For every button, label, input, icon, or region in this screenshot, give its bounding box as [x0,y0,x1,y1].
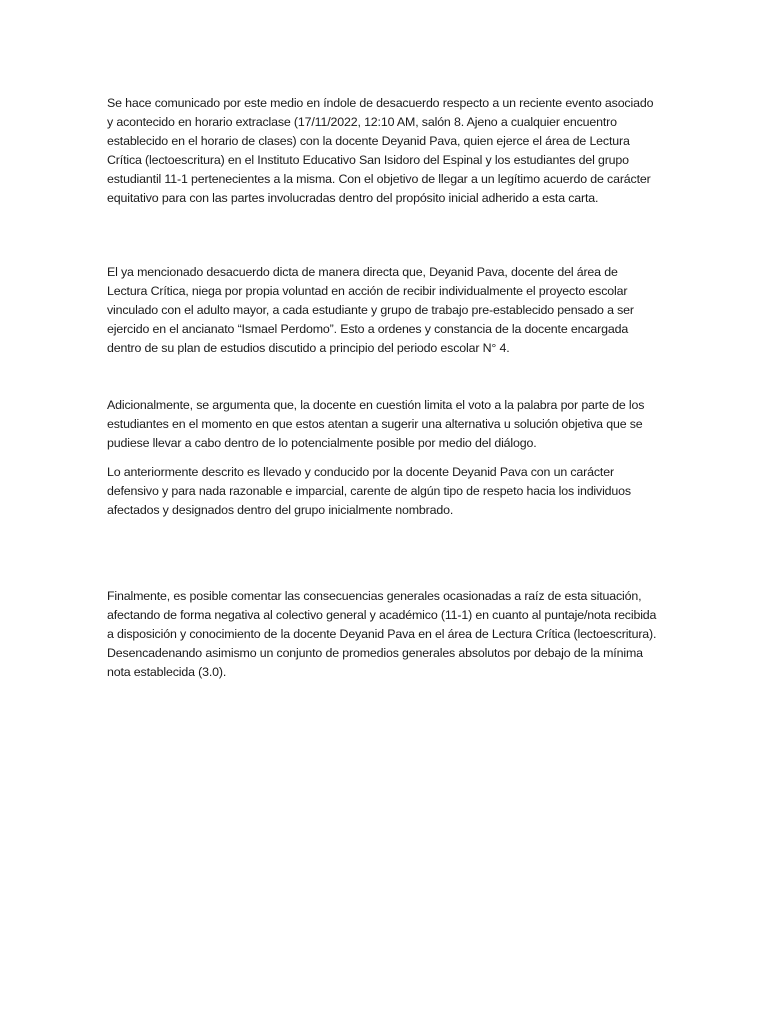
paragraph-disagreement: El ya mencionado desacuerdo dicta de manera directa que, Deyanid Pava, docente del área de Lectura Crítica, niega por propia voluntad en acción de recibir individualmente el proyecto escolar vinculado con el adulto mayor, a cada estudiante y grupo de trabajo pre-establecido pensado a ser ejercido en el ancianato “Ismael Perdomo”. Esto a ordenes y constancia de la docente encargada dentro de su plan de estudios discutido a principio del periodo escolar N° 4. [107,265,634,355]
paragraph-additional: Adicionalmente, se argumenta que, la docente en cuestión limita el voto a la palabra por parte de los estudiantes en el momento en que estos atentan a sugerir una alternativa u solución objetiva que se pudiese llevar a cabo dentro de lo potencialmente posible por medio del diálogo. [107,398,645,450]
paragraph-consequences: Finalmente, es posible comentar las consecuencias generales ocasionadas a raíz de esta situación, afectando de forma negativa al colectivo general y académico (11-1) en cuanto al puntaje/nota recibida a disposición y conocimiento de la docente Deyanid Pava en el área de Lectura Crítica (lectoescritura). Desencadenando asimismo un conjunto de promedios generales absolutos por debajo de la mínima nota establecida (3.0). [107,589,657,679]
paragraph-intro: Se hace comunicado por este medio en índole de desacuerdo respecto a un reciente evento asociado y acontecido en horario extraclase (17/11/2022, 12:10 AM, salón 8. Ajeno a cualquier encuentro establecido en el horario de clases) con la docente Deyanid Pava, quien ejerce el área de Lectura Crítica (lectoescritura) en el Instituto Educativo San Isidoro del Espinal y los estudiantes del grupo estudiantil 11-1 pertenecientes a la misma. Con el objetivo de llegar a un legítimo acuerdo de carácter equitativo para con las partes involucradas dentro del propósito inicial adherido a esta carta. [107,96,654,205]
paragraph-conduct: Lo anteriormente descrito es llevado y conducido por la docente Deyanid Pava con un carácter defensivo y para nada razonable e imparcial, carente de algún tipo de respeto hacia los individuos afectados y designados dentro del grupo inicialmente nombrado. [107,465,631,517]
